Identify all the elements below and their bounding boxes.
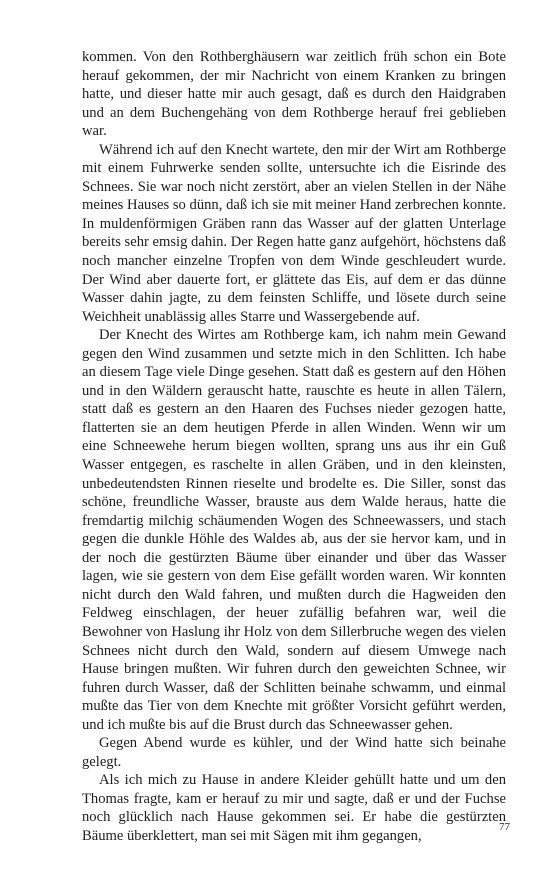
body-text bbox=[82, 48, 506, 846]
paragraph: Der Knecht des Wirtes am Rothberge kam, ich nahm mein Gewand gegen den Wind zusammen und setzte mich in den Schlitten. Ich habe an diesem Tage viele Dinge gesehen. Statt daß es gestern auf den Höhen und in den Wäldern gerauscht hatte, rauschte es heute in allen Tälern, statt daß es gestern an den Haaren des Fuchses nieder gezogen hatte, flatterten sie an dem heutigen Pferde in allen Winden. Wenn wir um eine Schneewehe herum biegen wollten, sprang uns aus ihr ein Guß Wasser entgegen, es raschelte in allen Gräben, und in den kleinsten, unbedeutendsten Rinnen rieselte und brodelte es. Die Siller, sonst das schöne, freundliche Wasser, brauste aus dem Walde heraus, hatte die fremdartig milchig schäumenden Wogen des Schneewassers, und stach gegen die dunkle Höhle des Waldes ab, aus der sie hervor kam, und in der noch die gestürzten Bäume über einander und über das Wasser lagen, wie sie gestern von dem Eise gefällt worden waren. Wir konnten nicht durch den Wald fahren, und mußten durch die Hagweiden den Feldweg einschlagen, der heuer zufällig befahren war, weil die Bewohner von Haslung ihr Holz von dem Sillerbruche wegen des vielen Schnees nicht durch den Wald, sondern auf diesem Umwege nach Hause bringen mußten. Wir fuhren durch den geweichten Schnee, wir fuhren durch Wasser, daß der Schlitten beinahe schwamm, und einmal mußte das Tier von dem Knechte mit größter Vorsicht geführt werden, und ich mußte bis auf die Brust durch das Schneewasser gehen. bbox=[82, 327, 506, 733]
paragraph: Als ich mich zu Hause in andere Kleider gehüllt hatte und um den Thomas fragte, kam er herauf zu mir und sagte, daß er und der Fuchse noch glücklich nach Hause gekommen sei. Er habe die gestürzten Bäume überklettert, man sei mit Sägen mit ihm gegangen, bbox=[82, 772, 506, 844]
paragraph: Während ich auf den Knecht wartete, den mir der Wirt am Rothberge mit einem Fuhrwerke senden sollte, untersuchte ich die Eisrinde des Schnees. Sie war noch nicht zerstört, aber an vielen Stellen in der Nähe meines Hauses so dünn, daß ich sie mit meiner Hand zerbrechen konnte. In muldenförmigen Gräben rann das Wasser auf der glatten Unterlage bereits sehr emsig dahin. Der Regen hatte ganz aufgehört, höchstens daß noch mancher einzelne Tropfen von dem Winde geschleudert wurde. Der Wind aber dauerte fort, er glättete das Eis, auf dem er das dünne Wasser dahin jagte, zu dem feinsten Schliffe, und lösete durch seine Weichheit unablässig alles Starre und Wassergebende auf. bbox=[82, 141, 506, 325]
paragraph-continuation: kommen. Von den Rothberghäusern war zeitlich früh schon ein Bote herauf gekommen, der mir Nachricht von einem Kranken zu bringen hatte, und dieser hatte mir auch gesagt, daß es durch den Haidgraben und an dem Buchengehäng von dem Rothberge herauf frei geblieben war. bbox=[82, 49, 506, 140]
paragraph: Gegen Abend wurde es kühler, und der Wind hatte sich beinahe gelegt. bbox=[82, 735, 506, 770]
page-number: 77 bbox=[499, 821, 510, 833]
